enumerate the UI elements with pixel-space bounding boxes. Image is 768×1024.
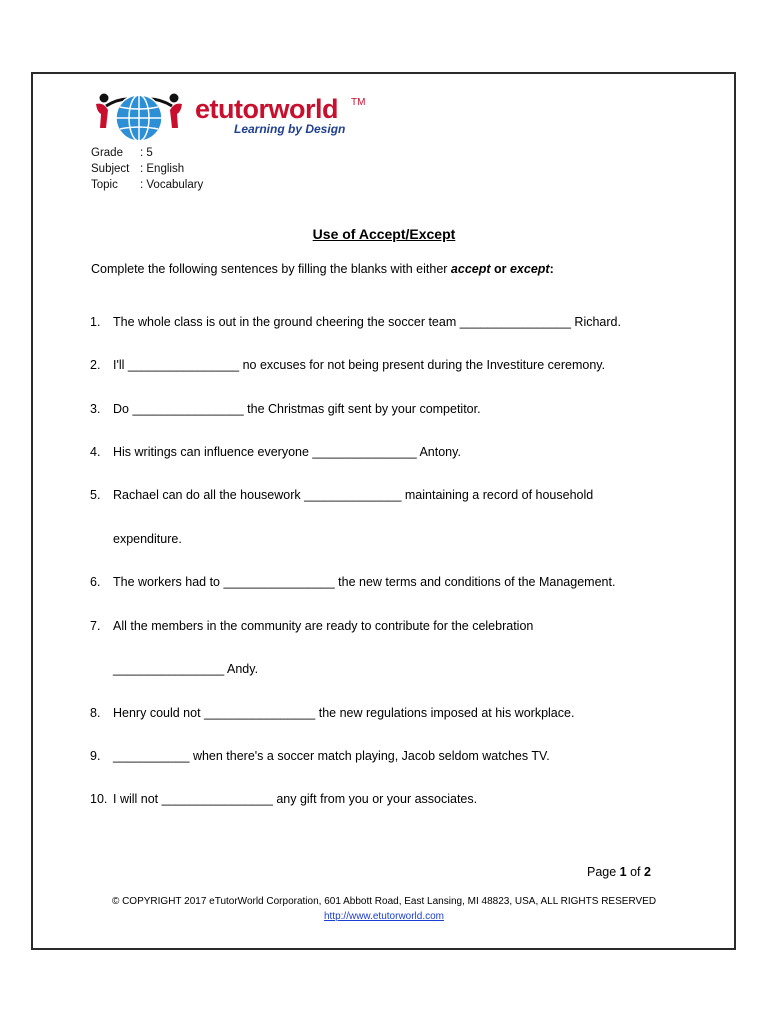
question-text: ________________ Andy. <box>113 662 259 676</box>
question-number: 3. <box>90 402 101 416</box>
question-number: 7. <box>90 619 101 633</box>
meta-value: : Vocabulary <box>140 179 204 191</box>
question-text: ___________ when there's a soccer match playing, Jacob seldom watches TV. <box>113 749 550 763</box>
question-number: 9. <box>90 749 101 763</box>
page-current: 1 <box>619 865 627 879</box>
question-number: 2. <box>90 358 101 372</box>
meta-value: : 5 <box>140 147 153 159</box>
instructions-or: or <box>490 262 510 276</box>
question-text: I'll ________________ no excuses for not being present during the Investiture ceremony. <box>113 358 606 372</box>
keyword-accept: accept <box>450 262 491 276</box>
brand-trademark: TM <box>351 97 366 108</box>
question-text: The whole class is out in the ground cheering the soccer team ________________ Richard. <box>113 315 621 329</box>
meta-label: Subject <box>91 163 130 175</box>
page-total: 2 <box>644 865 651 879</box>
question-number: 5. <box>90 488 101 502</box>
question-text: The workers had to ________________ the new terms and conditions of the Management. <box>113 575 616 589</box>
question-number: 6. <box>90 575 101 589</box>
question-number: 4. <box>90 445 101 459</box>
question-number: 10. <box>90 792 108 806</box>
question-text: All the members in the community are ready to contribute for the celebration <box>113 619 534 633</box>
question-text: Do ________________ the Christmas gift sent by your competitor. <box>113 402 481 416</box>
question-number: 8. <box>90 706 101 720</box>
page-prefix: Page <box>587 865 620 879</box>
meta-grade <box>91 147 153 159</box>
question-text: I will not ________________ any gift from you or your associates. <box>113 792 478 806</box>
instructions-colon: : <box>549 262 554 276</box>
page-frame <box>31 72 736 950</box>
meta-subject <box>91 163 184 175</box>
instructions <box>91 262 554 276</box>
meta-label: Topic <box>91 179 118 191</box>
worksheet-title: Use of Accept/Except <box>312 226 456 242</box>
page-of: of <box>626 865 644 879</box>
meta-label: Grade <box>91 147 123 159</box>
meta-topic <box>91 179 203 191</box>
page-number <box>587 865 651 879</box>
question-text: expenditure. <box>113 532 182 546</box>
instructions-text: Complete the following sentences by filling the blanks with either <box>91 262 451 276</box>
brand-name: etutorworld <box>195 94 338 124</box>
question-text: Henry could not ________________ the new regulations imposed at his workplace. <box>113 706 575 720</box>
question-number: 1. <box>90 315 101 329</box>
question-text: Rachael can do all the housework ______________ maintaining a record of household <box>113 488 594 502</box>
meta-value: : English <box>140 163 185 175</box>
copyright-notice: © COPYRIGHT 2017 eTutorWorld Corporation, 601 Abbott Road, East Lansing, MI 48823, USA, ALL RIGHTS RESERVED <box>111 896 657 907</box>
brand-tagline: Learning by Design <box>234 122 346 136</box>
website-link[interactable]: http://www.etutorworld.com <box>323 911 445 922</box>
keyword-except: except <box>509 262 550 276</box>
question-text: His writings can influence everyone _______________ Antony. <box>113 445 461 459</box>
